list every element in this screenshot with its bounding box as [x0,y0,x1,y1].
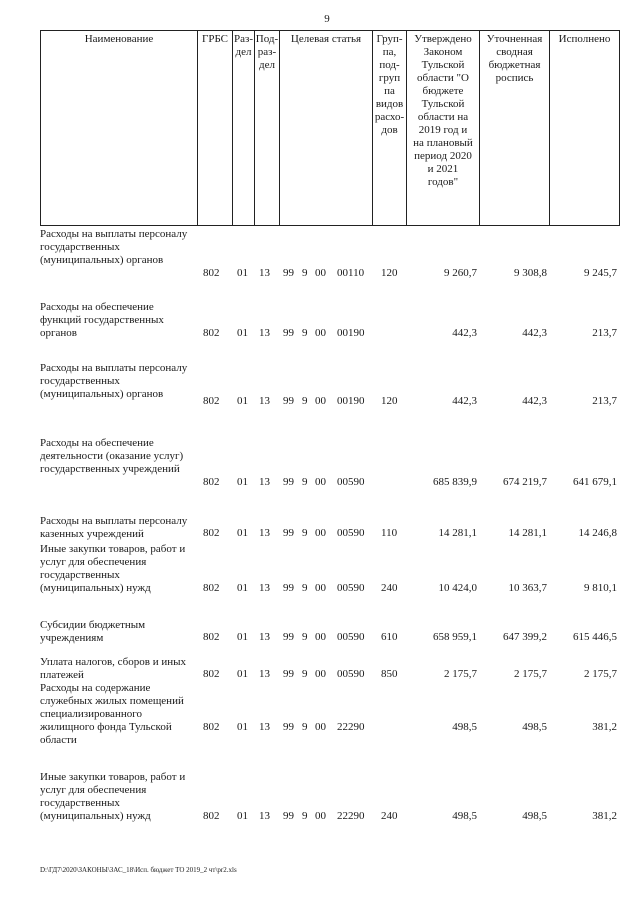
row-target-code: 00590 [337,527,365,539]
row-target-program: 99 [283,527,294,539]
header-divider [279,31,280,226]
row-grbs: 802 [203,327,220,339]
row-approved-amount: 442,3 [452,327,477,339]
row-refined-amount: 674 219,7 [503,476,547,488]
row-approved-amount: 9 260,7 [444,267,477,279]
row-refined-amount: 498,5 [522,721,547,733]
row-expense-type: 120 [381,267,398,279]
row-name: Иные закупки товаров, работ и услуг для обеспечения государственных (муниципальных) нужд [40,543,186,594]
row-executed-amount: 9 810,1 [584,582,617,594]
row-target-subprogram: 9 [302,582,308,594]
row-target-program: 99 [283,631,294,643]
row-target-program: 99 [283,721,294,733]
row-podrazdel: 13 [259,476,270,488]
row-refined-amount: 442,3 [522,327,547,339]
header-divider [549,31,550,226]
row-executed-amount: 381,2 [592,721,617,733]
row-grbs: 802 [203,527,220,539]
row-target-code: 00590 [337,668,365,680]
row-razdel: 01 [237,527,248,539]
row-refined-amount: 9 308,8 [514,267,547,279]
row-target-direction: 00 [315,631,326,643]
row-executed-amount: 9 245,7 [584,267,617,279]
row-name: Расходы на обеспечение деятельности (оказание услуг) государственных учреждений [40,437,184,475]
row-name: Расходы на содержание служебных жилых помещений специализированного жилищного фонда Тульской области [40,682,184,746]
header-name: Наименование [84,33,154,45]
header-refined: Уточненная сводная бюджетная роспись [486,33,543,84]
header-bottom-rule [40,225,620,226]
row-razdel: 01 [237,631,248,643]
row-expense-type: 110 [381,527,398,539]
row-target-subprogram: 9 [302,721,308,733]
row-podrazdel: 13 [259,582,270,594]
row-target-subprogram: 9 [302,631,308,643]
row-executed-amount: 213,7 [592,395,617,407]
row-approved-amount: 2 175,7 [444,668,477,680]
row-executed-amount: 14 246,8 [578,527,617,539]
header-grbs: ГРБС [201,33,229,45]
row-target-program: 99 [283,582,294,594]
row-approved-amount: 498,5 [452,810,477,822]
row-razdel: 01 [237,582,248,594]
row-target-code: 00590 [337,631,365,643]
header-executed: Исполнено [558,33,611,45]
header-razdel: Раз- дел [233,33,253,58]
row-podrazdel: 13 [259,267,270,279]
row-grbs: 802 [203,810,220,822]
row-podrazdel: 13 [259,327,270,339]
row-target-direction: 00 [315,395,326,407]
row-name: Субсидии бюджетным учреждениям [40,619,146,644]
row-name: Уплата налогов, сборов и иных платежей [40,656,187,681]
row-executed-amount: 381,2 [592,810,617,822]
row-target-direction: 00 [315,327,326,339]
row-target-code: 22290 [337,721,365,733]
header-divider [197,31,198,226]
row-razdel: 01 [237,395,248,407]
row-grbs: 802 [203,476,220,488]
row-name: Расходы на выплаты персоналу государственных (муниципальных) органов [40,362,188,400]
header-approved: Утверждено Законом Тульской области "О бюджете Тульской области на 2019 год и на плановый период 2020 и 2021 годов" [413,33,473,188]
row-target-code: 00110 [337,267,365,279]
header-podrazdel: Под- раз- дел [255,33,279,71]
row-target-program: 99 [283,327,294,339]
row-executed-amount: 641 679,1 [573,476,617,488]
row-approved-amount: 658 959,1 [433,631,477,643]
row-expense-type: 240 [381,810,398,822]
row-podrazdel: 13 [259,395,270,407]
row-refined-amount: 647 399,2 [503,631,547,643]
row-podrazdel: 13 [259,668,270,680]
row-approved-amount: 10 424,0 [438,582,477,594]
row-target-program: 99 [283,476,294,488]
row-refined-amount: 14 281,1 [508,527,547,539]
row-expense-type: 120 [381,395,398,407]
row-target-direction: 00 [315,582,326,594]
row-refined-amount: 2 175,7 [514,668,547,680]
header-top-rule [40,30,620,31]
row-target-code: 00590 [337,476,365,488]
header-expense-group: Груп- па, под- груп па видов расхо- дов [374,33,405,136]
row-podrazdel: 13 [259,631,270,643]
row-target-direction: 00 [315,476,326,488]
row-target-subprogram: 9 [302,267,308,279]
row-name: Расходы на выплаты персоналу казенных учреждений [40,515,188,540]
row-grbs: 802 [203,267,220,279]
row-refined-amount: 442,3 [522,395,547,407]
row-podrazdel: 13 [259,527,270,539]
row-name: Иные закупки товаров, работ и услуг для обеспечения государственных (муниципальных) нужд [40,771,186,822]
row-podrazdel: 13 [259,721,270,733]
row-approved-amount: 685 839,9 [433,476,477,488]
row-grbs: 802 [203,668,220,680]
row-target-direction: 00 [315,527,326,539]
row-target-program: 99 [283,668,294,680]
header-divider [619,31,620,226]
row-refined-amount: 498,5 [522,810,547,822]
row-razdel: 01 [237,810,248,822]
row-approved-amount: 498,5 [452,721,477,733]
row-target-code: 00590 [337,582,365,594]
row-razdel: 01 [237,327,248,339]
row-grbs: 802 [203,721,220,733]
row-name: Расходы на выплаты персоналу государственных (муниципальных) органов [40,228,188,266]
row-grbs: 802 [203,395,220,407]
row-refined-amount: 10 363,7 [508,582,547,594]
row-target-direction: 00 [315,810,326,822]
row-expense-type: 240 [381,582,398,594]
header-target-article: Целевая статья [290,33,362,45]
row-executed-amount: 2 175,7 [584,668,617,680]
row-target-code: 22290 [337,810,365,822]
row-target-subprogram: 9 [302,476,308,488]
row-razdel: 01 [237,721,248,733]
row-razdel: 01 [237,267,248,279]
row-podrazdel: 13 [259,810,270,822]
row-target-code: 00190 [337,327,365,339]
row-approved-amount: 442,3 [452,395,477,407]
row-target-subprogram: 9 [302,810,308,822]
header-divider [40,31,41,226]
row-target-code: 00190 [337,395,365,407]
row-razdel: 01 [237,668,248,680]
row-target-direction: 00 [315,668,326,680]
row-target-subprogram: 9 [302,668,308,680]
row-executed-amount: 615 446,5 [573,631,617,643]
row-executed-amount: 213,7 [592,327,617,339]
footer-file-path: D:\ГД7\2020\ЗАКОНЫ\ЗАС_18\Исп. бюджет ТО 2019_2 чт\pr2.xls [40,866,237,874]
row-target-direction: 00 [315,267,326,279]
row-grbs: 802 [203,631,220,643]
row-target-program: 99 [283,395,294,407]
row-name: Расходы на обеспечение функций государственных органов [40,301,164,339]
row-approved-amount: 14 281,1 [438,527,477,539]
row-target-program: 99 [283,267,294,279]
row-grbs: 802 [203,582,220,594]
row-expense-type: 850 [381,668,398,680]
row-target-program: 99 [283,810,294,822]
row-target-direction: 00 [315,721,326,733]
page-number: 9 [324,13,330,25]
row-target-subprogram: 9 [302,527,308,539]
row-target-subprogram: 9 [302,327,308,339]
row-expense-type: 610 [381,631,398,643]
row-target-subprogram: 9 [302,395,308,407]
row-razdel: 01 [237,476,248,488]
header-divider [232,31,233,226]
